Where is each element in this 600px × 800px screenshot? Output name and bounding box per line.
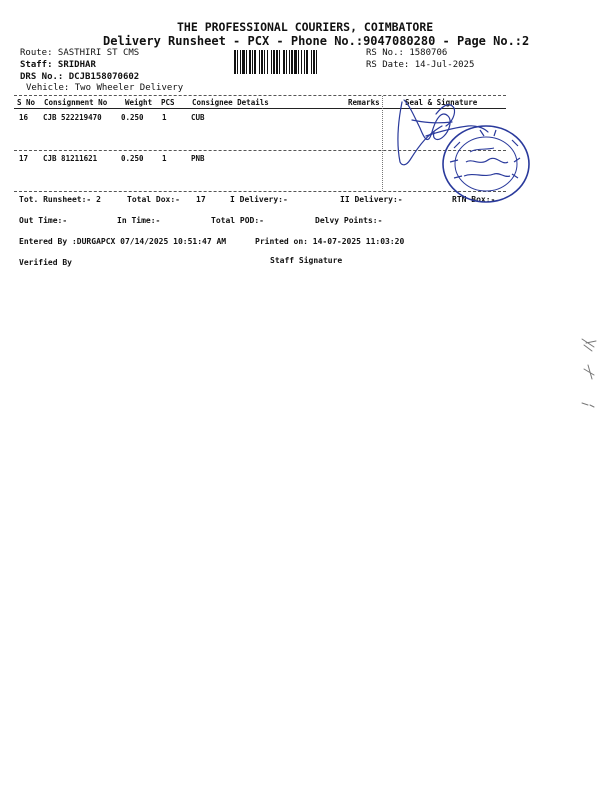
row-sno: 16 (19, 113, 29, 122)
staff-text: Staff: SRIDHAR (20, 60, 96, 70)
col-sno: S No (17, 98, 36, 107)
row-pcs: 1 (162, 113, 167, 122)
tot-runsheet: Tot. Runsheet:- 2 (19, 195, 101, 204)
out-time: Out Time:- (19, 216, 68, 225)
col-weight: Weight (125, 98, 153, 107)
row-consignee: CUB (191, 113, 205, 122)
vehicle-text: Vehicle: Two Wheeler Delivery (26, 83, 184, 93)
printed-on: Printed on: 14-07-2025 11:03:20 (255, 237, 405, 246)
row-consignment: CJB 522219470 (43, 113, 102, 122)
route-text: Route: SASTHIRI ST CMS (20, 48, 140, 58)
scan-artifact-marks (580, 335, 598, 415)
col-consignee: Consignee Details (192, 98, 269, 107)
remarks-divider (382, 96, 383, 191)
staff-signature-label: Staff Signature (270, 256, 343, 265)
total-dox-value: 17 (196, 195, 206, 204)
rs-number: RS No.: 1580706 (366, 48, 448, 58)
runsheet-subtitle: Delivery Runsheet - PCX - Phone No.:9047080280 - Page No.:2 (103, 34, 530, 48)
verified-by: Verified By (19, 258, 72, 267)
in-time: In Time:- (117, 216, 161, 225)
rtn-box: RTN Box:- (452, 195, 496, 204)
barcode-image (234, 50, 358, 74)
entered-by: Entered By :DURGAPCX 07/14/2025 10:51:47 AM (19, 237, 227, 246)
row-consignee: PNB (191, 154, 205, 163)
i-delivery: I Delivery:- (230, 195, 288, 204)
office-seal-stamp (440, 122, 532, 206)
col-seal: Seal & Signature (405, 98, 478, 107)
row-consignment: CJB 81211621 (43, 154, 98, 163)
table-bottom-rule (14, 191, 506, 192)
col-remarks: Remarks (348, 98, 380, 107)
row-sno: 17 (19, 154, 29, 163)
company-title: THE PROFESSIONAL COURIERS, COIMBATORE (177, 20, 434, 34)
total-dox-label: Total Dox:- (127, 195, 180, 204)
delvy-points: Delvy Points:- (315, 216, 383, 225)
rs-date: RS Date: 14-Jul-2025 (366, 60, 475, 70)
col-consignment: Consignment No (44, 98, 108, 107)
drs-number: DRS No.: DCJB158070602 (20, 72, 140, 82)
row-pcs: 1 (162, 154, 167, 163)
row-weight: 0.250 (121, 154, 144, 163)
row-weight: 0.250 (121, 113, 144, 122)
total-pod: Total POD:- (211, 216, 264, 225)
ii-delivery: II Delivery:- (340, 195, 403, 204)
col-pcs: PCS (161, 98, 175, 107)
